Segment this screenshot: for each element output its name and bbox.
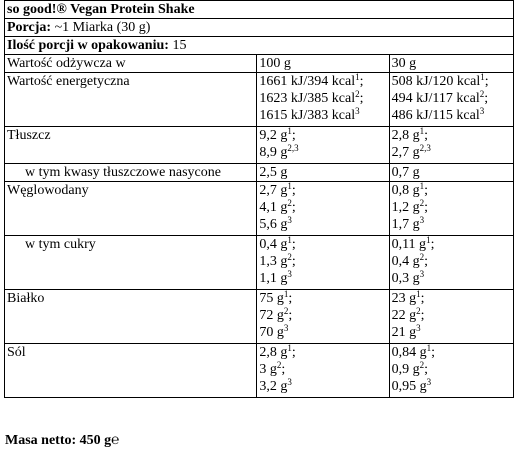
footnote-marker: 3 xyxy=(283,323,289,333)
value-text: 2,7 g xyxy=(259,183,288,198)
value-text: 1,3 g xyxy=(259,254,288,269)
footnote-marker: 2 xyxy=(416,306,421,316)
nutrition-label-box xyxy=(4,0,514,398)
value-line xyxy=(392,73,511,90)
value-line xyxy=(259,270,386,287)
value-100g-cell xyxy=(257,344,389,398)
value-text: 22 g xyxy=(391,308,417,323)
value-text: 494 kJ/117 kcal xyxy=(391,91,480,106)
value-line xyxy=(392,182,511,199)
value-line xyxy=(392,236,511,253)
value-line xyxy=(392,324,511,341)
value-text: 23 g xyxy=(391,291,417,306)
value-30g-cell xyxy=(389,73,513,127)
separator: ; xyxy=(484,91,489,106)
value-text: 0,84 g xyxy=(391,345,427,360)
value-text: 0,11 g xyxy=(391,237,427,252)
header-100g-cell: 100 g xyxy=(257,55,389,73)
value-100g-cell xyxy=(257,73,389,127)
portion-value: ~1 Miarka (30 g) xyxy=(51,20,151,35)
value-text: 9,2 g xyxy=(259,128,288,143)
separator: ; xyxy=(424,200,428,215)
footnote-marker: 2 xyxy=(419,360,425,370)
value-line xyxy=(259,344,386,361)
value-line xyxy=(392,344,511,361)
footnote-marker: 3 xyxy=(355,106,360,116)
value-line xyxy=(259,324,386,341)
value-line xyxy=(392,127,511,144)
value-line xyxy=(259,199,386,216)
table-row xyxy=(5,236,513,290)
value-text: 21 g xyxy=(391,325,417,340)
value-text: 3 g xyxy=(259,362,277,377)
value-line xyxy=(392,270,511,287)
value-line xyxy=(259,164,386,181)
value-text: 1,1 g xyxy=(259,271,288,286)
value-line xyxy=(392,90,511,107)
value-text: 486 kJ/115 kcal xyxy=(391,108,480,123)
product-title: so good!® Vegan Protein Shake xyxy=(7,2,195,17)
value-line xyxy=(259,73,386,90)
value-text: 72 g xyxy=(259,308,284,323)
separator: ; xyxy=(431,345,435,360)
footnote-marker: 3 xyxy=(416,323,421,333)
value-line xyxy=(259,253,386,270)
footnote-marker: 1 xyxy=(480,72,485,82)
value-text: 8,9 g xyxy=(259,145,288,160)
footnote-marker: 2 xyxy=(479,89,485,99)
footnote-marker: 2 xyxy=(283,306,289,316)
value-text: 2,8 g xyxy=(259,345,288,360)
value-text: 75 g xyxy=(259,291,284,306)
separator: ; xyxy=(430,237,435,252)
value-text: 1623 kJ/385 kcal xyxy=(259,91,356,106)
value-30g-cell xyxy=(389,182,513,236)
footnote-marker: 2 xyxy=(287,252,292,262)
separator: ; xyxy=(291,200,296,215)
table-row xyxy=(5,290,513,344)
value-line xyxy=(392,378,511,395)
table-row xyxy=(5,344,513,398)
value-line xyxy=(259,127,386,144)
footnote-marker: 1 xyxy=(419,126,425,136)
servings-label: Ilość porcji w opakowaniu: xyxy=(7,38,169,53)
value-text: 0,95 g xyxy=(391,379,427,394)
value-line xyxy=(259,107,386,124)
value-line xyxy=(259,307,386,324)
footnote-marker: 2 xyxy=(287,198,292,208)
value-line xyxy=(392,107,511,124)
table-row xyxy=(5,182,513,236)
value-100g-cell xyxy=(257,127,389,164)
value-text: 0,8 g xyxy=(391,183,420,198)
separator: ; xyxy=(291,345,296,360)
row-label-tluszcz: Tłuszcz xyxy=(5,127,257,164)
value-30g-cell xyxy=(389,344,513,398)
value-line xyxy=(259,378,386,395)
separator: ; xyxy=(281,362,286,377)
separator: ; xyxy=(484,74,489,89)
footnote-marker: 1 xyxy=(355,72,360,82)
value-line xyxy=(392,307,511,324)
footnote-marker: 1 xyxy=(283,289,289,299)
value-text: 508 kJ/120 kcal xyxy=(391,74,481,89)
value-text: 70 g xyxy=(259,325,284,340)
table-row xyxy=(5,73,513,127)
separator: ; xyxy=(291,254,296,269)
value-text: 2,7 g xyxy=(391,145,420,160)
row-label-wartosc-energetyczna: Wartość energetyczna xyxy=(5,73,257,127)
separator: ; xyxy=(424,128,428,143)
nutrition-table xyxy=(5,54,513,397)
footnote-marker: 3 xyxy=(419,269,425,279)
separator: ; xyxy=(359,91,364,106)
value-line xyxy=(392,253,511,270)
footnote-marker: 2 xyxy=(276,360,282,370)
footnote-marker: 1 xyxy=(419,181,425,191)
value-text: 4,1 g xyxy=(259,200,288,215)
footnote-marker: 2,3 xyxy=(419,143,431,153)
separator: ; xyxy=(420,291,425,306)
table-row xyxy=(5,164,513,182)
value-line xyxy=(392,199,511,216)
value-text: 0,9 g xyxy=(391,362,420,377)
servings-row xyxy=(5,37,513,54)
portion-label: Porcja: xyxy=(7,20,52,35)
footnote-marker: 2,3 xyxy=(287,143,299,153)
value-line xyxy=(259,236,386,253)
table-row xyxy=(5,127,513,164)
value-line xyxy=(259,361,386,378)
value-100g-cell xyxy=(257,164,389,182)
separator: ; xyxy=(424,362,428,377)
value-line xyxy=(392,216,511,233)
header-label-cell: Wartość odżywcza w xyxy=(5,55,257,73)
footnote-marker: 1 xyxy=(287,181,292,191)
footnote-marker: 1 xyxy=(287,343,292,353)
value-text: 2,5 g xyxy=(259,165,288,180)
footnote-marker: 2 xyxy=(419,198,425,208)
table-header-row xyxy=(5,55,513,73)
value-30g-cell xyxy=(389,127,513,164)
separator: ; xyxy=(291,128,296,143)
row-label-sol: Sól xyxy=(5,344,257,398)
value-text: 3,2 g xyxy=(259,379,288,394)
value-text: 2,8 g xyxy=(391,128,420,143)
value-text: 0,4 g xyxy=(391,254,420,269)
footnote-marker: 3 xyxy=(479,106,485,116)
footnote-marker: 2 xyxy=(355,89,360,99)
footnote-marker: 2 xyxy=(419,252,425,262)
footnote-marker: 1 xyxy=(287,126,292,136)
product-title-row xyxy=(5,1,513,19)
header-30g-cell: 30 g xyxy=(389,55,513,73)
value-text: 1,7 g xyxy=(391,217,420,232)
servings-value: 15 xyxy=(168,38,187,53)
value-text: 1661 kJ/394 kcal xyxy=(259,74,356,89)
row-label-w-tym-cukry: w tym cukry xyxy=(5,236,257,290)
row-label-w-tym-kwasy-tluszczowe-nasycone: w tym kwasy tłuszczowe nasycone xyxy=(5,164,257,182)
value-text: 0,7 g xyxy=(391,165,420,180)
row-label-bialko: Białko xyxy=(5,290,257,344)
separator: ; xyxy=(424,254,428,269)
value-100g-cell xyxy=(257,182,389,236)
footnote-marker: 3 xyxy=(287,215,292,225)
value-text: 1615 kJ/383 kcal xyxy=(259,108,356,123)
portion-row xyxy=(5,19,513,37)
value-text: 0,3 g xyxy=(391,271,420,286)
footnote-marker: 1 xyxy=(287,235,292,245)
value-line xyxy=(392,164,511,181)
value-text: 0,4 g xyxy=(259,237,288,252)
value-text: 5,6 g xyxy=(259,217,288,232)
value-line xyxy=(259,90,386,107)
value-line xyxy=(392,290,511,307)
footnote-marker: 1 xyxy=(416,289,421,299)
value-line xyxy=(392,361,511,378)
footnote-marker: 1 xyxy=(426,235,431,245)
value-line xyxy=(259,182,386,199)
value-text: 1,2 g xyxy=(391,200,420,215)
value-line xyxy=(259,290,386,307)
separator: ; xyxy=(420,308,425,323)
footnote-marker: 3 xyxy=(287,377,292,387)
value-100g-cell xyxy=(257,290,389,344)
separator: ; xyxy=(291,183,296,198)
value-100g-cell xyxy=(257,236,389,290)
value-line xyxy=(392,144,511,161)
separator: ; xyxy=(359,74,364,89)
value-line xyxy=(259,144,386,161)
separator: ; xyxy=(288,308,293,323)
separator: ; xyxy=(291,237,296,252)
footnote-marker: 3 xyxy=(419,215,425,225)
footnote-marker: 3 xyxy=(426,377,432,387)
separator: ; xyxy=(288,291,293,306)
value-30g-cell xyxy=(389,290,513,344)
net-weight: Masa netto: 450 g℮ xyxy=(5,433,120,448)
footnote-marker: 1 xyxy=(426,343,432,353)
footnote-marker: 3 xyxy=(287,269,292,279)
row-label-weglowodany: Węglowodany xyxy=(5,182,257,236)
value-30g-cell xyxy=(389,164,513,182)
separator: ; xyxy=(424,183,428,198)
value-30g-cell xyxy=(389,236,513,290)
value-line xyxy=(259,216,386,233)
